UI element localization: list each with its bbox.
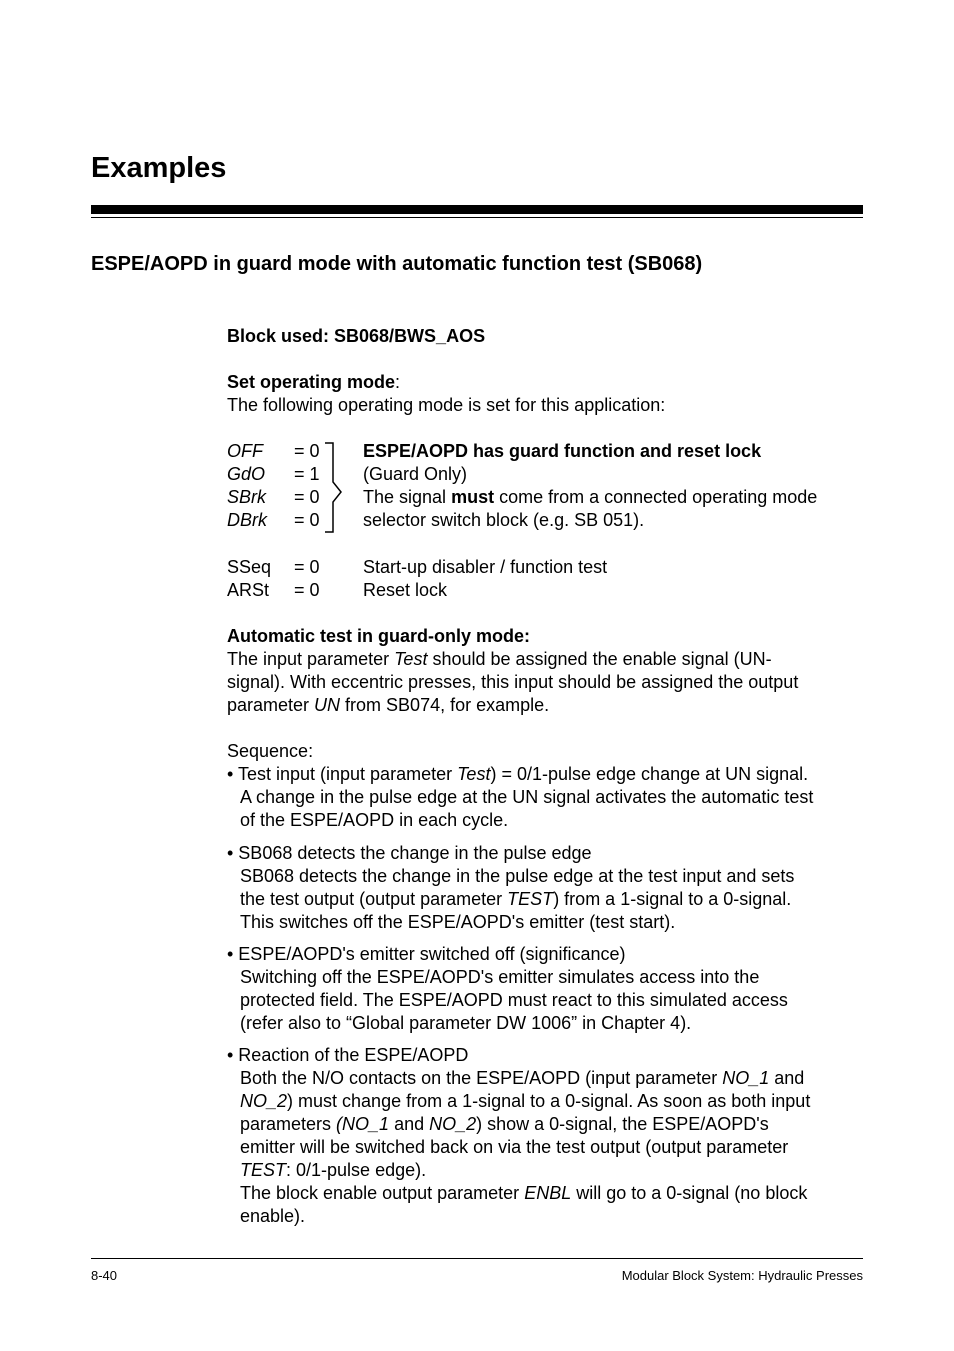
footer-rule	[91, 1258, 863, 1259]
bullet1-line1-a: • Test input (input parameter	[227, 764, 458, 784]
heading-rule-thick	[91, 205, 863, 214]
mode-desc-line2: (Guard Only)	[363, 464, 468, 484]
bullet2-line3-a: the test output (output parameter	[240, 889, 508, 909]
bullet2-line3-c: ) from a 1-signal to a 0-signal.	[553, 889, 792, 909]
bullet4-line4-c: and	[389, 1114, 430, 1134]
mode-desc-line3-bold: must	[451, 487, 495, 507]
bullet2-line1: • SB068 detects the change in the pulse edge	[227, 843, 592, 863]
param-no1: (NO_1	[336, 1114, 390, 1134]
set-mode-heading	[227, 371, 400, 394]
mode-value-gdo: = 1	[294, 464, 320, 484]
heading-rule-thin	[91, 217, 863, 218]
auto-test-line1	[227, 648, 772, 671]
bullet1-line1-c: ) = 0/1-pulse edge change at UN signal.	[490, 764, 809, 784]
mode-desc-line3-post: come from a connected operating mode	[494, 487, 818, 507]
bullet4-line5: emitter will be switched back on via the test output (output parameter	[240, 1137, 789, 1157]
bullet4-line8: enable).	[240, 1206, 306, 1226]
mode-value-arst: = 0	[294, 580, 320, 600]
grouping-brace-icon	[323, 442, 345, 534]
param-test-output: TEST	[507, 889, 554, 909]
bullet4-line7	[240, 1182, 807, 1205]
page-number: 8-40	[91, 1268, 118, 1283]
mode-desc-line3	[363, 486, 817, 509]
mode-desc-line1: ESPE/AOPD has guard function and reset lock	[363, 441, 762, 461]
param-no2: NO_2	[429, 1114, 477, 1134]
chapter-title: Examples	[91, 152, 227, 184]
bullet1-line1	[227, 763, 808, 786]
mode-name-sseq: SSeq	[227, 557, 272, 577]
mode-name-arst: ARSt	[227, 580, 270, 600]
bullet4-line2-c: and	[769, 1068, 805, 1088]
bullet3-line1: • ESPE/AOPD's emitter switched off (significance)	[227, 944, 626, 964]
param-enbl: ENBL	[524, 1183, 572, 1203]
bullet4-line3	[240, 1090, 810, 1113]
param-no2: NO_2	[240, 1091, 288, 1111]
param-no1: NO_1	[722, 1068, 770, 1088]
bullet3-line4: (refer also to “Global parameter DW 1006” in Chapter 4).	[240, 1013, 692, 1033]
param-test: Test	[394, 649, 428, 669]
mode-desc-line4: selector switch block (e.g. SB 051).	[363, 510, 645, 530]
bullet4-line2	[240, 1067, 804, 1090]
bullet1-line2: A change in the pulse edge at the UN signal activates the automatic test	[240, 787, 814, 807]
mode-name-gdo: GdO	[227, 464, 266, 484]
auto-test-line3-a: parameter	[227, 695, 315, 715]
mode-name-dbrk: DBrk	[227, 510, 267, 530]
bullet4-line6-b: : 0/1-pulse edge).	[286, 1160, 427, 1180]
mode-value-dbrk: = 0	[294, 510, 320, 530]
mode-name-sbrk: SBrk	[227, 487, 267, 507]
auto-test-line1-a: The input parameter	[227, 649, 395, 669]
bullet4-line7-a: The block enable output parameter	[240, 1183, 525, 1203]
bullet4-line2-a: Both the N/O contacts on the ESPE/AOPD (input parameter	[240, 1068, 723, 1088]
bullet4-line4-a: parameters	[240, 1114, 337, 1134]
bullet2-line3	[240, 888, 791, 911]
auto-test-heading: Automatic test in guard-only mode:	[227, 626, 531, 646]
sequence-label: Sequence:	[227, 741, 314, 761]
set-mode-colon: :	[395, 372, 401, 392]
bullet4-line4	[240, 1113, 769, 1136]
param-test: Test	[457, 764, 491, 784]
bullet3-line3: protected field. The ESPE/AOPD must react to this simulated access	[240, 990, 788, 1010]
auto-test-line1-c: should be assigned the enable signal (UN-	[427, 649, 772, 669]
bullet4-line6	[240, 1159, 426, 1182]
mode-desc-arst: Reset lock	[363, 580, 448, 600]
mode-desc-line3-pre: The signal	[363, 487, 452, 507]
section-heading: ESPE/AOPD in guard mode with automatic function test (SB068)	[91, 253, 703, 275]
set-mode-heading-text: Set operating mode	[227, 372, 396, 392]
bullet1-line3: of the ESPE/AOPD in each cycle.	[240, 810, 509, 830]
mode-value-sbrk: = 0	[294, 487, 320, 507]
auto-test-line3	[227, 694, 549, 717]
auto-test-line3-c: from SB074, for example.	[340, 695, 550, 715]
bullet4-line7-c: will go to a 0-signal (no block	[571, 1183, 808, 1203]
mode-name-off: OFF	[227, 441, 263, 461]
param-un: UN	[314, 695, 341, 715]
block-used: Block used: SB068/BWS_AOS	[227, 326, 486, 346]
bullet4-line4-e: ) show a 0-signal, the ESPE/AOPD's	[476, 1114, 769, 1134]
bullet3-line2: Switching off the ESPE/AOPD's emitter simulates access into the	[240, 967, 760, 987]
param-test-output: TEST	[240, 1160, 287, 1180]
auto-test-line2: signal). With eccentric presses, this input should be assigned the output	[227, 672, 799, 692]
bullet2-line4: This switches off the ESPE/AOPD's emitter (test start).	[240, 912, 676, 932]
mode-value-sseq: = 0	[294, 557, 320, 577]
mode-desc-sseq: Start-up disabler / function test	[363, 557, 608, 577]
footer-doc-title: Modular Block System: Hydraulic Presses	[621, 1268, 863, 1283]
mode-value-off: = 0	[294, 441, 320, 461]
set-mode-intro: The following operating mode is set for this application:	[227, 395, 666, 415]
bullet4-line3-b: ) must change from a 1-signal to a 0-signal. As soon as both input	[287, 1091, 811, 1111]
bullet4-line1: • Reaction of the ESPE/AOPD	[227, 1045, 469, 1065]
bullet2-line2: SB068 detects the change in the pulse edge at the test input and sets	[240, 866, 795, 886]
